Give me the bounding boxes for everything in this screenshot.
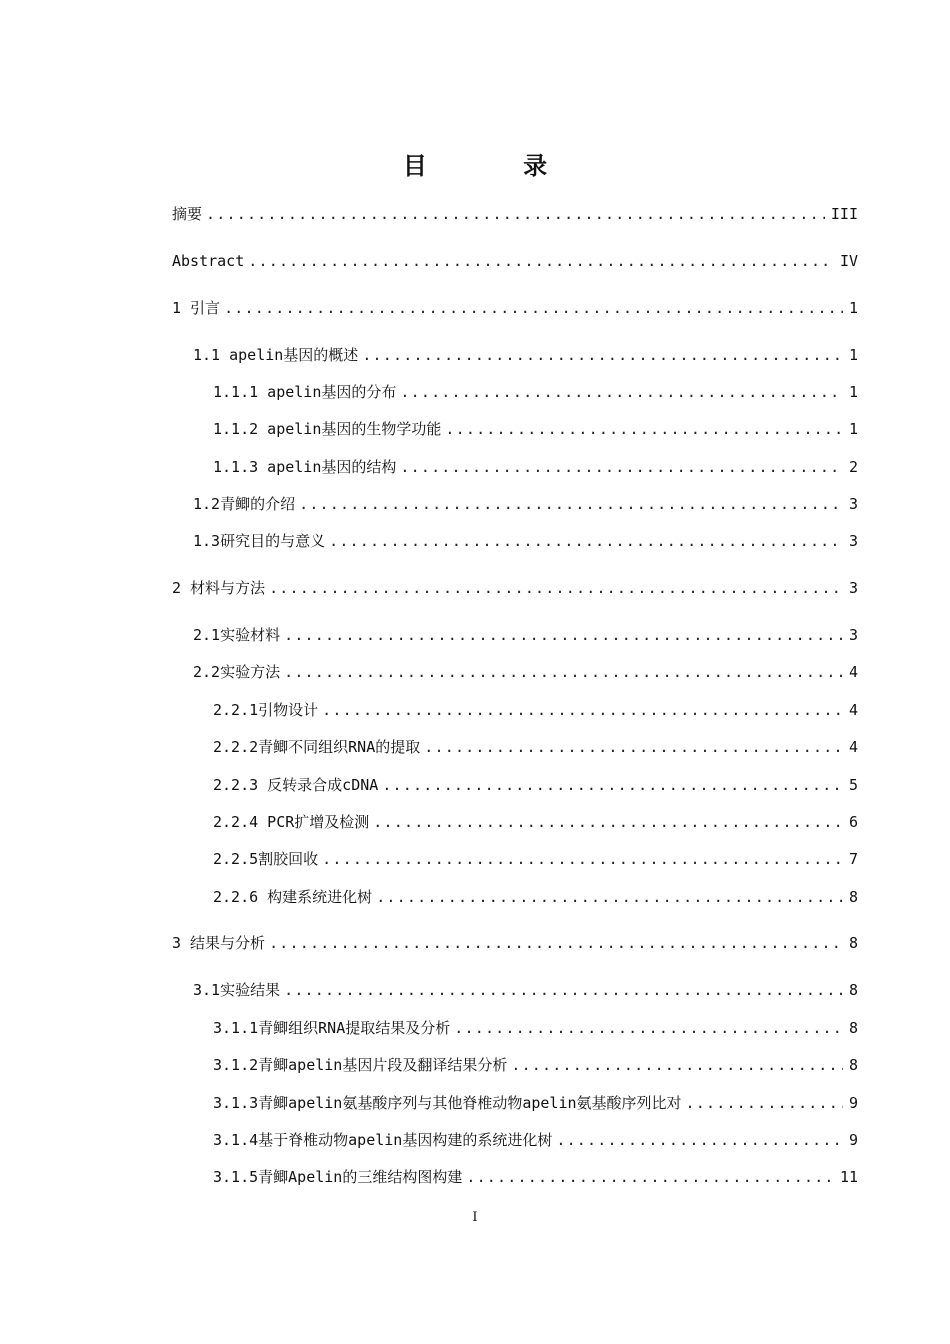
dot-leader xyxy=(362,343,843,367)
toc-entry-page: IV xyxy=(839,252,858,270)
dot-leader xyxy=(206,202,825,226)
toc-entry-section-3-1-5[interactable] xyxy=(213,1165,858,1189)
toc-entry-section-3-1-1[interactable] xyxy=(213,1016,858,1040)
dot-leader xyxy=(299,492,843,516)
toc-entry-section-1-1[interactable] xyxy=(193,343,858,367)
page-title: 目 录 xyxy=(402,152,592,180)
toc-entry-label: 1.3研究目的与意义 xyxy=(193,532,326,550)
dot-leader xyxy=(424,735,843,759)
dot-leader xyxy=(454,1016,843,1040)
toc-entry-section-2-2-3[interactable] xyxy=(213,773,858,797)
toc-entry-label: 3.1.2青鲫apelin基因片段及翻译结果分析 xyxy=(213,1056,508,1074)
toc-entry-page: 4 xyxy=(848,701,858,719)
toc-entry-section-1-1-1[interactable] xyxy=(213,380,858,404)
toc-entry-page: 8 xyxy=(848,981,858,999)
dot-leader xyxy=(322,847,843,871)
toc-entry-page: 1 xyxy=(848,346,858,364)
toc-entry-label: 1.2青鲫的介绍 xyxy=(193,495,296,513)
toc-entry-label: 2.2.4 PCR扩增及检测 xyxy=(213,813,370,831)
toc-entry-page: III xyxy=(830,205,858,223)
toc-entry-chapter-2[interactable] xyxy=(172,576,858,600)
toc-entry-label: 1.1 apelin基因的概述 xyxy=(193,346,359,364)
toc-entry-page: 1 xyxy=(848,383,858,401)
dot-leader xyxy=(224,296,843,320)
dot-leader xyxy=(511,1053,843,1077)
toc-entry-page: 3 xyxy=(848,532,858,550)
dot-leader xyxy=(382,773,843,797)
toc-entry-page: 8 xyxy=(848,1019,858,1037)
toc-entry-label: 2.1实验材料 xyxy=(193,626,281,644)
toc-entry-page: 6 xyxy=(848,813,858,831)
dot-leader xyxy=(322,698,843,722)
toc-entry-page: 9 xyxy=(848,1094,858,1112)
toc-entry-section-3-1-2[interactable] xyxy=(213,1053,858,1077)
toc-entry-label: 1.1.3 apelin基因的结构 xyxy=(213,458,397,476)
toc-entry-label: 3.1.3青鲫apelin氨基酸序列与其他脊椎动物apelin氨基酸序列比对 xyxy=(213,1094,682,1112)
dot-leader xyxy=(445,417,843,441)
toc-entry-abstract-cn[interactable] xyxy=(172,202,858,226)
dot-leader xyxy=(329,529,843,553)
toc-entry-label: 1.1.2 apelin基因的生物学功能 xyxy=(213,420,442,438)
toc-entry-page: 8 xyxy=(848,888,858,906)
dot-leader xyxy=(400,380,843,404)
toc-entry-page: 4 xyxy=(848,738,858,756)
dot-leader xyxy=(284,978,843,1002)
dot-leader xyxy=(686,1091,843,1115)
toc-entry-page: 5 xyxy=(848,776,858,794)
dot-leader xyxy=(400,455,843,479)
toc-entry-section-1-3[interactable] xyxy=(193,529,858,553)
toc-entry-label: 3.1实验结果 xyxy=(193,981,281,999)
toc-entry-label: 2.2.2青鲫不同组织RNA的提取 xyxy=(213,738,421,756)
toc-entry-section-1-1-2[interactable] xyxy=(213,417,858,441)
toc-entry-label: 2.2.3 反转录合成cDNA xyxy=(213,776,379,794)
page-number: I xyxy=(472,1210,478,1225)
dot-leader xyxy=(373,810,843,834)
toc-entry-page: 1 xyxy=(848,299,858,317)
toc-entry-label: 3.1.1青鲫组织RNA提取结果及分析 xyxy=(213,1019,451,1037)
toc-entry-section-2-2-2[interactable] xyxy=(213,735,858,759)
toc-entry-section-2-1[interactable] xyxy=(193,623,858,647)
toc-entry-label: 3.1.4基于脊椎动物apelin基因构建的系统进化树 xyxy=(213,1131,553,1149)
dot-leader xyxy=(376,885,843,909)
toc-entry-page: 8 xyxy=(848,934,858,952)
toc-entry-label: 2.2.5割胶回收 xyxy=(213,850,319,868)
toc-entry-label: 摘要 xyxy=(172,205,203,223)
toc-entry-label: 2.2.1引物设计 xyxy=(213,701,319,719)
toc-entry-chapter-1[interactable] xyxy=(172,296,858,320)
toc-entry-section-3-1-4[interactable] xyxy=(213,1128,858,1152)
toc-entry-page: 3 xyxy=(848,626,858,644)
toc-entry-section-2-2[interactable] xyxy=(193,660,858,684)
toc-entry-page: 3 xyxy=(848,495,858,513)
toc-entry-section-3-1-3[interactable] xyxy=(213,1091,858,1115)
toc-entry-chapter-3[interactable] xyxy=(172,931,858,955)
toc-entry-page: 8 xyxy=(848,1056,858,1074)
toc-entry-section-2-2-1[interactable] xyxy=(213,698,858,722)
dot-leader xyxy=(284,623,843,647)
toc-entry-label: 2.2实验方法 xyxy=(193,663,281,681)
dot-leader xyxy=(269,931,843,955)
toc-entry-section-1-2[interactable] xyxy=(193,492,858,516)
toc-entry-label: 2.2.6 构建系统进化树 xyxy=(213,888,373,906)
toc-entry-page: 11 xyxy=(839,1168,858,1186)
toc-entry-page: 3 xyxy=(848,579,858,597)
toc-entry-label: 3.1.5青鲫Apelin的三维结构图构建 xyxy=(213,1168,463,1186)
toc-entry-label: Abstract xyxy=(172,252,245,270)
toc-entry-label: 2 材料与方法 xyxy=(172,579,266,597)
toc-entry-label: 3 结果与分析 xyxy=(172,934,266,952)
toc-entry-page: 4 xyxy=(848,663,858,681)
toc-entry-section-2-2-6[interactable] xyxy=(213,885,858,909)
dot-leader xyxy=(466,1165,834,1189)
toc-entry-page: 7 xyxy=(848,850,858,868)
dot-leader xyxy=(248,249,834,273)
toc-entry-page: 1 xyxy=(848,420,858,438)
dot-leader xyxy=(284,660,843,684)
toc-entry-label: 1.1.1 apelin基因的分布 xyxy=(213,383,397,401)
toc-entry-section-3-1[interactable] xyxy=(193,978,858,1002)
toc-entry-section-1-1-3[interactable] xyxy=(213,455,858,479)
toc-entry-page: 9 xyxy=(848,1131,858,1149)
toc-entry-section-2-2-5[interactable] xyxy=(213,847,858,871)
toc-entry-label: 1 引言 xyxy=(172,299,221,317)
dot-leader xyxy=(269,576,843,600)
toc-entry-section-2-2-4[interactable] xyxy=(213,810,858,834)
dot-leader xyxy=(556,1128,843,1152)
toc-entry-abstract-en[interactable] xyxy=(172,249,858,273)
toc-entry-page: 2 xyxy=(848,458,858,476)
